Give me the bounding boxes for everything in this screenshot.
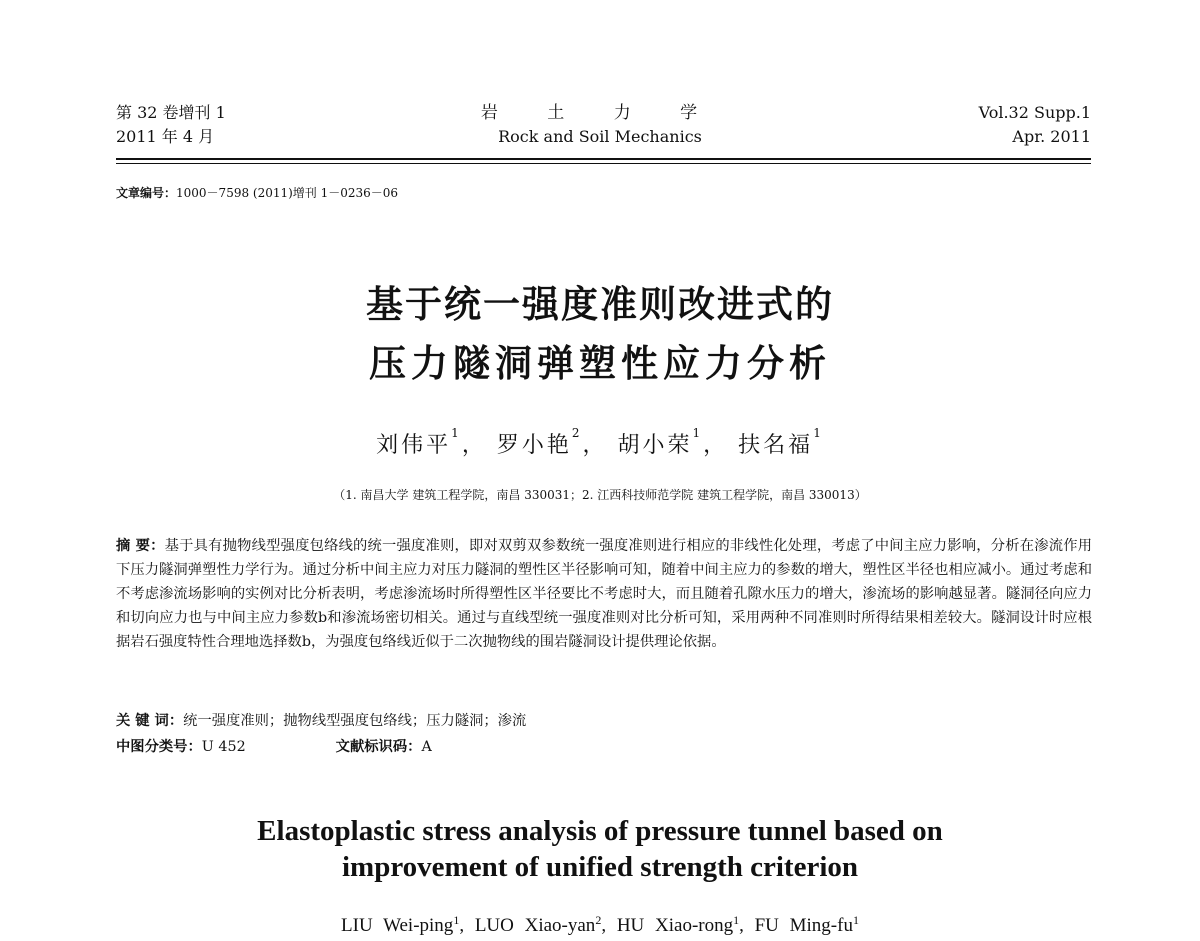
author-en-affiliation: 1 (852, 913, 859, 927)
date-cn: 2011 年 4 月 (116, 127, 215, 146)
article-number (116, 184, 398, 201)
journal-name-en: Rock and Soil Mechanics (498, 127, 702, 146)
author-en: LUO Xiao-yan (474, 915, 596, 936)
article-number-value: 1000－7598 (2011)增刊 1－0236－06 (176, 186, 399, 200)
authors-cn (0, 428, 1200, 459)
author-en: FU Ming-fu (754, 915, 853, 936)
doc-code-label: 文献标识码： (335, 739, 422, 755)
clc-value: U 452 (201, 739, 246, 755)
header-rule-thin (116, 163, 1091, 164)
author-cn-separator: ， (703, 433, 729, 458)
keywords-label: 关 键 词： (116, 713, 184, 729)
doc-code-value: A (421, 739, 432, 755)
title-cn-line2: 压力隧洞弹塑性应力分析 (369, 342, 831, 385)
author-en-separator: , (459, 915, 475, 936)
title-cn-line1: 基于统一强度准则改进式的 (366, 283, 834, 326)
abstract (116, 534, 1092, 654)
author-en-separator: , (739, 915, 755, 936)
authors-en (0, 915, 1200, 937)
article-number-label: 文章编号： (116, 186, 177, 200)
author-cn-affiliation: 1 (692, 426, 704, 440)
author-en-affiliation: 1 (453, 913, 460, 927)
keywords-text: 统一强度准则；抛物线型强度包络线；压力隧洞；渗流 (183, 713, 527, 729)
affiliations-cn: （1. 南昌大学 建筑工程学院，南昌 330031；2. 江西科技师范学院 建筑工程学院，南昌 330013） (333, 488, 867, 502)
title-en-line1: Elastoplastic stress analysis of pressure tunnel based on (257, 815, 943, 847)
author-cn: 罗小艳 (496, 433, 572, 458)
volume-en: Vol.32 Supp.1 (978, 103, 1091, 122)
volume-cn: 第 32 卷增刊 1 (116, 103, 226, 122)
clc-label: 中图分类号： (116, 739, 202, 755)
author-cn: 刘伟平 (376, 433, 452, 458)
author-cn-affiliation: 1 (813, 426, 824, 440)
author-cn-affiliation: 2 (571, 426, 583, 440)
header-right (979, 101, 1091, 149)
author-en-separator: , (601, 915, 617, 936)
abstract-label: 摘 要： (116, 538, 165, 554)
journal-name-cn: 岩 土 力 学 (480, 103, 720, 123)
author-en: LIU Wei-ping (341, 915, 454, 936)
author-cn-separator: ， (461, 433, 487, 458)
date-en: Apr. 2011 (1012, 127, 1091, 146)
abstract-text: 基于具有抛物线型强度包络线的统一强度准则，即对双剪双参数统一强度准则进行相应的非线性化处理，考虑了中间主应力影响，分析在渗流作用下压力隧洞弹塑性力学行为。通过分析中间主应力对压力隧洞的塑性区半径影响可知，随着中间主应力的参数的增大，塑性区半径也相应减小。通过考虑和不考虑渗流场影响的实例对比分析表明，考虑渗流场时所得塑性区半径要比不考虑时大，而且随着孔隙水压力的增大，渗流场的影响越显著。隧洞径向应力和切向应力也与中间主应力参数b和渗流场密切相关。通过与直线型统一强度准则对比分析可知，采用两种不同准则时所得结果相差较大。隧洞设计时应根据岩石强度特性合理地选择数b，为强度包络线近似于二次抛物线的围岩隧洞设计提供理论依据。 (116, 538, 1092, 650)
keywords (116, 709, 526, 733)
header-center (400, 101, 800, 149)
author-en-affiliation: 1 (733, 913, 740, 927)
header-rule-thick (116, 158, 1091, 160)
classification (116, 735, 432, 759)
title-en-line2: improvement of unified strength criterion (341, 851, 859, 883)
author-cn-separator: ， (582, 433, 608, 458)
author-en: HU Xiao-rong (616, 915, 734, 936)
author-cn: 扶名福 (738, 433, 814, 458)
author-cn: 胡小荣 (617, 433, 693, 458)
author-en-affiliation: 2 (595, 913, 602, 927)
author-cn-affiliation: 1 (451, 426, 462, 440)
header-left (116, 101, 226, 149)
